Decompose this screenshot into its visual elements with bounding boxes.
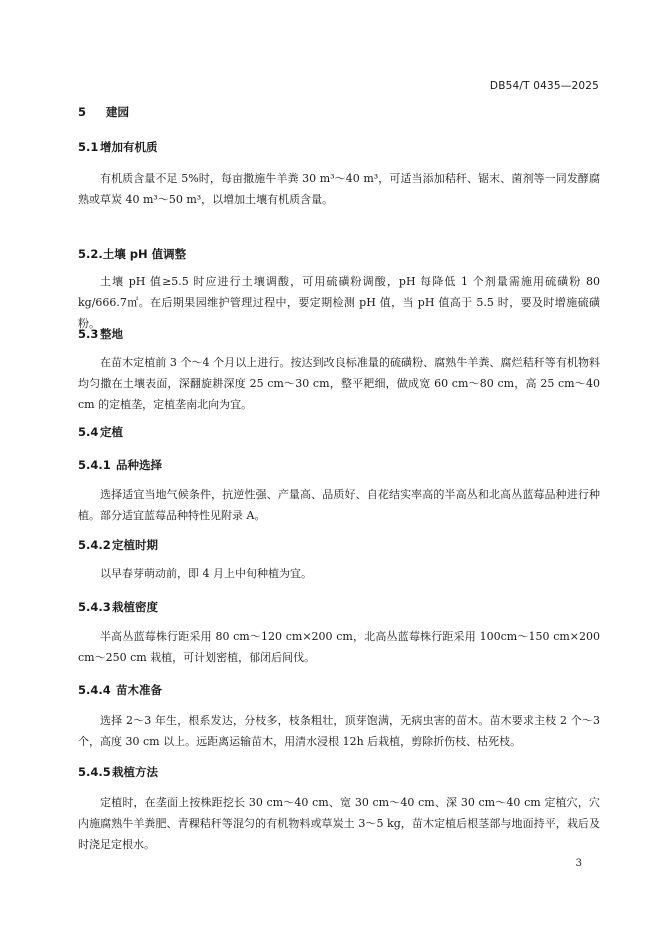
heading-5-4 (78, 424, 123, 440)
heading-title: 土壤 pH 值调整 (102, 247, 187, 261)
heading-title: 增加有机质 (100, 140, 158, 154)
heading-title: 栽植方法 (112, 765, 158, 779)
heading-number: 5.4.5 (78, 765, 111, 779)
heading-number: 5.4.4 (78, 683, 111, 697)
heading-number: 5.1 (78, 140, 99, 154)
heading-title: 品种选择 (116, 458, 162, 472)
heading-number: 5.2. (78, 247, 103, 261)
paragraph-5-2: 土壤 pH 值≥5.5 时应进行土壤调酸，可用硫磺粉调酸，pH 每降低 1 个剂量需施用硫磺粉 80 kg/666.7㎡。在后期果园维护管理过程中，要定期检测 pH 值，当 pH 值高于 5.5 时，要及时增施硫磺粉。 (78, 275, 600, 330)
heading-5-4-5 (78, 764, 158, 780)
paragraph-5-1: 有机质含量不足 5%时，每亩撒施牛羊粪 30 m³～40 m³，可适当添加秸秆、锯末、菌剂等一同发酵腐熟或草炭 40 m³～50 m³，以增加土壤有机质含量。 (78, 172, 600, 206)
heading-5-4-3 (78, 599, 158, 615)
heading-5-3 (78, 326, 123, 342)
heading-title: 建园 (106, 105, 129, 119)
heading-number: 5.4.3 (78, 600, 111, 614)
heading-number: 5.4 (78, 425, 99, 439)
paragraph-5-4-4: 选择 2～3 年生，根系发达，分枝多，枝条粗壮，顶芽饱满，无病虫害的苗木。苗木要求主枝 2 个～3 个，高度 30 cm 以上。远距离运输苗木，用清水浸根 12h 后栽植，剪除折伤枝、枯死枝。 (78, 714, 600, 748)
paragraph-5-4-3: 半高丛蓝莓株行距采用 80 cm～120 cm×200 cm，北高丛蓝莓株行距采用 100cm～150 cm×200 cm～250 cm 栽植，可计划密植，郁闭后间伐。 (78, 630, 600, 664)
heading-5-4-1 (78, 457, 162, 473)
heading-number: 5 (78, 105, 87, 119)
heading-title: 定植时期 (112, 538, 158, 552)
paragraph-5-4-1: 选择适宜当地气候条件，抗逆性强、产量高、品质好、自花结实率高的半高丛和北高丛蓝莓品种进行种植。部分适宜蓝莓品种特性见附录 A。 (78, 488, 600, 522)
paragraph-5-4-2: 以早春芽萌动前，即 4 月上中旬种植为宜。 (100, 567, 312, 580)
heading-5-4-2 (78, 537, 158, 553)
paragraph-5-3: 在苗木定植前 3 个～4 个月以上进行。按达到改良标准量的硫磺粉、腐熟牛羊粪、腐烂秸秆等有机物料均匀撒在土壤表面，深翻旋耕深度 25 cm～30 cm，整平耙细，做成宽 60 cm～80 cm，高 25 cm～40 cm 的定植垄，定植垄南北向为宜。 (78, 356, 600, 411)
heading-title: 整地 (100, 327, 123, 341)
paragraph-5-4-5: 定植时，在垄面上按株距挖长 30 cm～40 cm、宽 30 cm～40 cm、深 30 cm～40 cm 定植穴，穴内施腐熟牛羊粪肥、青稞秸秆等混匀的有机物料或草炭土 3～5 kg，苗木定植后根茎部与地面持平，栽后及时浇足定根水。 (78, 796, 600, 851)
heading-number: 5.4.1 (78, 458, 111, 472)
heading-title: 栽植密度 (112, 600, 158, 614)
heading-5-1 (78, 139, 158, 155)
heading-5-4-4 (78, 682, 162, 698)
heading-number: 5.4.2 (78, 538, 111, 552)
heading-5 (78, 104, 129, 120)
standard-code: DB54/T 0435—2025 (489, 80, 599, 92)
page-number: 3 (575, 858, 582, 869)
heading-5-2 (78, 246, 186, 262)
heading-title: 定植 (100, 425, 123, 439)
heading-title: 苗木准备 (116, 683, 162, 697)
heading-number: 5.3 (78, 327, 99, 341)
